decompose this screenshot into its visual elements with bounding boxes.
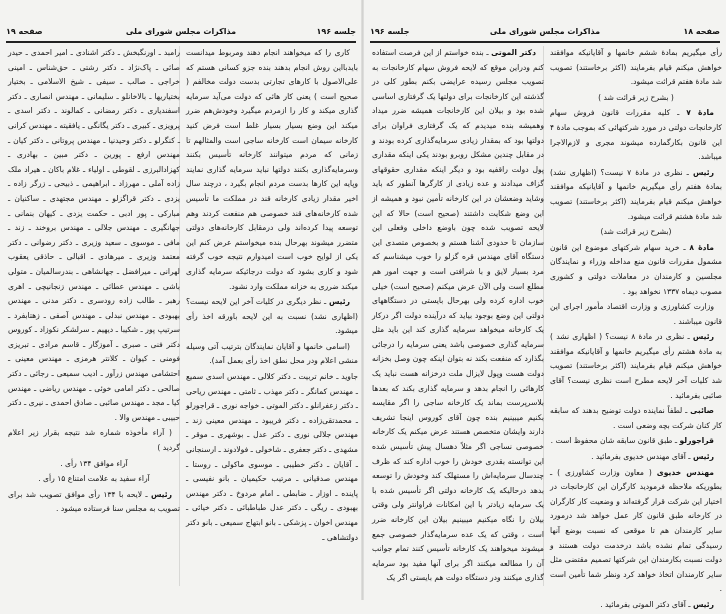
paragraph [186, 340, 358, 369]
text-column-right [186, 46, 358, 546]
paragraph [8, 472, 180, 487]
paragraph [186, 46, 358, 294]
paragraph [550, 46, 722, 90]
text-column-right [550, 46, 722, 614]
speaker-name: رئیس [692, 332, 714, 342]
page-right [364, 0, 726, 609]
paragraph-text: ـ لطفاً نماینده دولت توضیح بدهند که سابقه کار کنان شرکت بچه وضعی است . [550, 406, 722, 430]
header-rule [6, 41, 356, 43]
speech-paragraph [550, 166, 722, 224]
paragraph-text: ـ نظر دیگری در کلیات آخر این لایحه نیست؟ (اظهاری نشد) نسبت به این لایحه باورقه اخذ رأی میشود. [186, 297, 358, 336]
speaker-name: رئیس [692, 452, 714, 462]
speech-paragraph [372, 46, 544, 586]
session-number: جلسه ۱۹۶ [370, 27, 410, 36]
speaker-name: رئیس [328, 297, 351, 307]
paragraph-text: ـ لایحه با ۱۳۴ رأی موافق تصویب شد برای تصویب به مجلس سنا فرستاده میشود . [8, 489, 180, 514]
page-left [0, 0, 362, 600]
speaker-name: رئیس [692, 167, 714, 177]
page-number: صفحه ۱۸ [683, 27, 720, 36]
paragraph-text: ـ آقای دکتر الموتی بفرمائید . [600, 599, 691, 609]
paragraph [550, 300, 722, 329]
paragraph [8, 46, 180, 425]
speech-paragraph [550, 434, 722, 449]
text-column-left [372, 46, 544, 587]
paragraph-text: کاری را که میخواهند انجام دهند ومربوط میدانست بایدبااین روش انجام بدهند بنده جزو کسانی هستم که علی‌الاصول با کارهای تجارتی بدست دولت مخالفم ( صحیح است ) یعنی کار هائی که دولت می‌آید سرمایه گذاری میکند و کار را ازمردم میگیرد وخودش‌هم ضرر میکند این وضع بسیار بسیار غلط است فرض کنید کارخانه سیمان است کارخانه ساجی است والمثالهم تا زمانی که مردم میتوانند کارخانه تأسیس بکنند وسرمایه‌گذاری بکنند دولتها نباید سرمایه گذاری نمایند وپایه این کارها بدست مردم انجام بگیرد ، درچند سال اخیر مقدار زیادی کارخانه قند در مملکت ما تأسیس شده کارخانه‌های قند خصوصی هم منفعت کردند وهم توسعه پیدا کرده‌اند ولی درمقابل کارخانه‌های دولتی متضرر میشوند بهرحال بنده میخواستم عرض کنم این یکی از لوایح خوب است امیدوارم نتیجه خوب گرفته شود و کاری بشود که دولت درجائیکه سرمایه گذاری میکند ضرری به خزانه مملکت وارد نشود. [186, 48, 358, 291]
speech-paragraph [550, 404, 722, 433]
speech-paragraph [550, 466, 722, 597]
speech-paragraph [186, 295, 358, 339]
paragraph-text: وزارت کشاورزی و وزارت اقتصاد مأمور اجرای این قانون میباشند . [550, 302, 722, 326]
paragraph [186, 370, 358, 545]
paragraph-text: رأی میگیریم بمادهٔ ششم خانمها و آقایانیکه موافقند خواهش میکنم قیام بفرمایند (اکثر برخاستند) تصویب شد مادهٔ هفتم قرائت میشود. [550, 48, 722, 87]
paragraph-text: ( آراء مأخوذه شماره شد نتیجه بقرار زیر اعلام گردید ) [8, 428, 180, 453]
page-number: صفحه ۱۹ [6, 27, 43, 36]
paragraph-text: آراء سفید به علامت امتناع ۱۵ رأی . [38, 474, 150, 484]
paragraph-text: جاوید ـ خانم تربیت ـ دکتر کلالی ـ مهندس اسدی سمیع ـ مهندس کمانگر ـ دکتر مهذب ـ ثامتی ـ مهندس ریاحی ـ دکتر زعفرانلو ـ دکتر الموتی ـ خواجه نوری ـ قراجورلو ـ محمدتقی‌زاده ـ دکتر فریبود ـ مهندس معینی زند ـ مهندس جلالی نوری ـ دکتر عدل ـ بوشهری ـ موقر ـ مشهدی ـ دکتر جعفری ـ شاخولی ـ فولادوند ـ ارسنجانی ـ آقایان ـ دکتر خطیبی ـ موسوی ماکولی ـ روستا ـ مهندس صدقیانی ـ مرتیب حکیمیان ـ بانو نفیسی ـ پاینده ـ اوزار ـ ضابطی ـ امام مردوخ ـ دکتر مهندس بهبودی ـ ریگی ـ دکتر عدل طباطبائی ـ دکتر خیائی ـ مهندس اخوان ـ پزشکی ـ بانو ابتهاج سمیعی ـ بانو دکتر دولتشاهی ـ [186, 372, 358, 542]
publication-title: مذاکرات مجلس شورای ملی [125, 27, 237, 36]
speech-paragraph [550, 450, 722, 465]
paragraph [550, 225, 722, 240]
speaker-name: مادهٔ ۷ [686, 108, 714, 118]
page-header [370, 27, 720, 41]
speaker-name: صائبی [690, 406, 714, 416]
session-number: جلسه ۱۹۶ [316, 27, 356, 36]
paragraph-text: (بشرح زیر قرائت شد) [600, 227, 672, 237]
paragraph-text: آراء موافق ۱۳۴ رأی . [60, 458, 128, 468]
paragraph-text: ـ آقای مهندس خدیوی بفرمائید . [591, 452, 691, 462]
paragraph-text: ـ بنده خواستم از این فرصت استفاده کنم ودراین موقع که لایحه فروش سهام کارخانجات به تصویب مجلس رسیده عرایضی بکنم بطور کلی در گذشته این کارخانجات برای دولتها یک گرفتاری اساسی شده بود و بیلان این کارخانجات همیشه ضرر میداد وهمیشه بنده میدیدم که یک گرفتاری فراوان برای دولتها بود که بمقدار زیادی سرمایه‌گذاری کرده بودند و در مقابل چندین مشکل روبرو بودند یکی اینکه مقداری پول دولت راقفیه بود و دیگر اینکه مقداری حقوقهای گزاف میدادند و عده زیادی از کارگرها آنطور که باید وشاید وضعشان در این کارخانه تأمین نبود و همیشه از این وضع شکایت داشتند (صحیح است) حالا که این لایحه تصویب شده چون باوضع داخلی وفعلی این سازمان تا حدودی آشنا هستم و بخصوص متصدی این دستگاه آقای مهندس قره گزلو را خوب میشناسم که مرد بسیار لایق و با شرافتی است و جهت امور هم مطلع است ولی الآن عرض میکنم (صحیح است) خیلی خوب اداره کرده ولی بهرحال بایستی در دستگاههای دولتی این وضع بوجود بیاید که درآینده دولت اگر درکار یک کارخانه میخواهد سرمایه گذاری کند این باید مثل سرمایه گذاری خصوصی باشد یعنی سرمایه را درجائی بگذارد که منفعت بکند نه بتوان اینکه چون وصل بخزانه دولت هست وپول لایزال ملت درخزانه هست نباید یک کارهائی را انجام بدهد و سرمایه گذاری بکند که بعدها بلاسرپرست بماند یک کارخانه ساجی را اگر مقایسه بکنیم میبینیم بنده چون آقای کوروس اینجا تشریف دارند وایشان متخصص هستند عرض میکنم یک کارخانه خصوصی نساجی اگر مثلاً دهسال پیش تأسیس شده این توانسته بقدری خودش را خوب اداره کند که ظرف چندسال سرمایه‌اش را مستهلک کند وخودش را توسعه بدهد درحالیکه یک کارخانه دولتی اگر تأسیس شده با یک سرمایه زیادتر با این امکانات فراوانتر ولی وقتی بیلان را نگاه میکنیم میبینیم بیلان این کارخانه ضرر است ، وقتی که یک عده سرمایه‌گذار خصوصی جمع میشوند میخواهند یک کارخانه تأسیس کنند تمام جوانب آن را مطالعه میکنند اگر برای آنها مفید بود سرمایه گذاری میکنند ودر دستگاه دولت هم بایستی اگر یک [372, 48, 544, 583]
speaker-name: رئیس [692, 599, 714, 609]
speech-paragraph [550, 330, 722, 403]
speech-paragraph [550, 106, 722, 164]
speaker-name: مهندس خدیوی [656, 467, 714, 477]
paragraph-text: رامبد ـ اورنگبخش ـ دکتر اشنادی ـ امیر احمدی ـ حیدر صائی ـ پاک‌نژاد ـ دکتر رشتی ـ حق‌شناس ـ امینی خراجی ـ صالب ـ سیفی ـ شیخ الاسلامی ـ بختیار بختیاریها ـ بالاخانلو ـ سلیمانی ـ مهندس انصاری ـ دکتر اسفندیاری ـ دکتر رمضانی ـ کمالوند ـ دکتر اسدی ـ پرویزی ـ کبیری ـ دکتر یگانگی ـ یافقیته ـ مهندس کرانی ـ کنگرلو ـ دکتر وحیدنیا ـ مهندس پروتانی ـ دکتر کیان ـ مهندس ارفع ـ پورین ـ دکتر مبین ـ بهادری ـ کهزادالبرزی ـ لقوطی ـ اولیاء ـ غلام باکان ـ هیراد ملک زاده آملی ـ مهرزاد ـ ابراهیمی ـ ذبیحی ـ زرگر زاده ـ یزدی ـ دکتر قراگزلو ـ مهندس مجتهدی ـ ساکنیان ـ مبارکی ـ پور ادبی ـ حکمت یزدی ـ کیهان بنمانی ـ جهانگیری ـ مهندس جلالی ـ مهندس بروخند ـ زند ـ مافی ـ موسوی ـ سعید وزیری ـ دکتر رضوانی ـ دکتر معتمد وزیری ـ میرهادی ـ اقبالی ـ حاذقی یعقوب لهرانی ـ میرافضل ـ جهانشاهی ـ بندرسالمیان ـ متولی باشی ـ مهندس عطائی ـ مهندس زنجانیچی ـ اهری رهبر ـ طالب زاده رودسری ـ دکتر مدنی ـ مهندس بهبودی ـ مهندس نبدلی ـ مهندس آصفی ـ زهتابفرد ـ سرتیپ پور ـ شکیبا ـ دیهیم ـ سرلشکر نکوزاد ـ کوروس دکتر فنی ـ صبری ـ آموزگار ـ قاسم مرادی ـ تبریزی فومنی ـ کیوان ـ کلانتر هرمزی ـ مهندس معینی ـ احتشامی مهندس زرآور ـ ادیب سمیعی ـ رجائی ـ دکتر صالحی ـ دکتر امامی خوئی ـ مهندس ریاضی ـ مهندس کیا ـ مجد ـ مهندس صائبی ـ صادق احمدی ـ نیری ـ دکتر حبیبی ـ مهندس والا . [8, 48, 180, 422]
paragraph-text: ـ نظری در مادهٔ ۸ نیست؟ ( اظهاری نشد ) به مادهٔ هشتم رأی میگیریم خانمها و آقایانیکه موافقند خواهش میکنم قیام بفرمایند (اکثر برخاستند) تصویب شد کلیات آخر لایحه مطرح است نظری نیست؟ آقای صائبی بفرمائید . [550, 332, 722, 400]
paragraph [8, 426, 180, 455]
header-rule [370, 41, 720, 43]
speaker-name: مادهٔ ۸ [689, 242, 714, 252]
paragraph-text: ـ طبق قانون سابقه شان محفوظ است . [550, 436, 678, 446]
speaker-name: رئیس [150, 489, 172, 499]
speaker-name: دکتر الموتی [491, 48, 536, 57]
speech-paragraph [550, 241, 722, 299]
paragraph-text: ـ خرید سهام شرکتهای موضوع این قانون مشمول مقررات قانون منع مداخله وزراء و نمایندگان مجلسین و کارمندان در معاملات دولتی و کشوری مصوب دیماه ۱۳۳۷ نخواهد بود . [550, 242, 722, 296]
paragraph [8, 457, 180, 472]
text-column-left [8, 46, 180, 518]
paragraph-text: ( بشرح زیر قرائت شد ) [598, 92, 674, 102]
speech-paragraph [8, 488, 180, 517]
speaker-name: قراجورلو [679, 436, 714, 446]
paragraph-text: (اسامی خانمها و آقایان نمایندگان بترتیب آتی وسیله منشی اعلام ودر محل نطق اخذ رأی بعمل آمد). [186, 341, 358, 366]
paragraph-text: ( معاون وزارت کشاورزی ) ـ بطوریکه ملاحظه فرمودید کارگران این کارخانجات در اختیار این شرکت قرار گرفته‌اند و وضعیت کار کارگران در کارخانه طبق قانون کار عمل خواهد شد درمورد سایر کارمندان هم تا موقعی که نسبت بوضع آنها رسیدگی تمام نشده باشد درخدمت دولت هستند و دولت نسبت بکارمندان این شرکتها تصمیم مقتضی مثل سایر کارمندان اتخاذ خواهد کرد ونظر شما تأمین است . [550, 467, 722, 594]
paragraph [550, 91, 722, 106]
speech-paragraph [550, 598, 722, 613]
paragraph-text: ـ کلیه مقررات قانون فروش سهام کارخانجات دولتی در مورد شرکتهائی که بموجب مادهٔ ۴ این قانون بکارگمارده میشوند مجری و لازم‌الاجرا میباشد. [550, 108, 722, 162]
publication-title: مذاکرات مجلس شورای ملی [489, 27, 601, 36]
paragraph-text: ـ نظری در مادهٔ ۷ نیست؟ (اظهاری نشد) بمادهٔ هفتم رأی میگیریم خانمها و آقایانیکه موافقند خواهش میکنم قیام بفرمایند (اکثر برخاستند) تصویب شد مادهٔ هشتم قرائت میشود. [550, 167, 722, 221]
page-header [6, 27, 356, 41]
